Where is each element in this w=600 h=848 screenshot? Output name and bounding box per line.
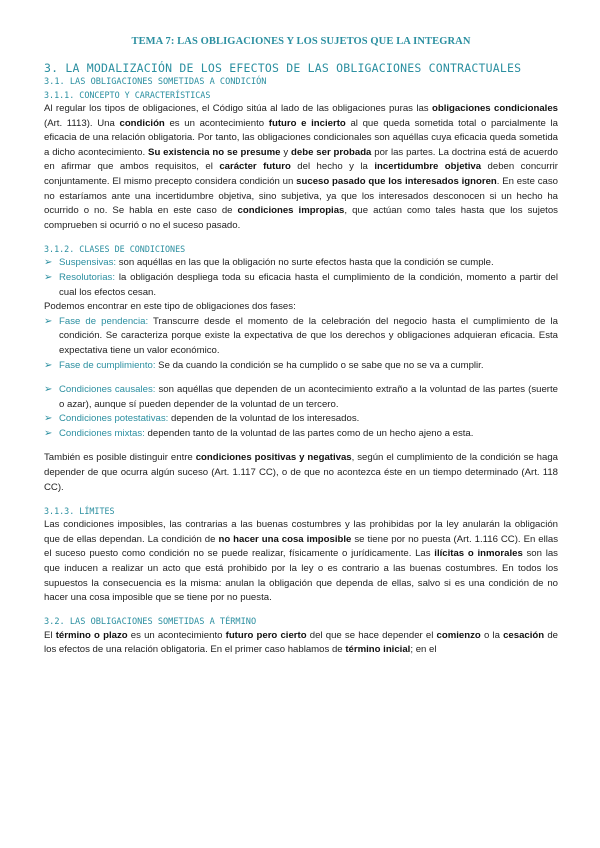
item-text: dependen de la voluntad de los interesados. bbox=[168, 413, 360, 425]
bold-term: cesación bbox=[503, 629, 545, 641]
bold-term: ilícitas o inmorales bbox=[434, 548, 523, 560]
bold-term: futuro pero cierto bbox=[225, 629, 307, 641]
concepto-paragraph bbox=[44, 102, 558, 233]
text-run: se tiene por no puesta (Art. 1.116 CC). En ellas el suceso puesto como condición no se puede realizar, físicamente o jurídicamente. Las bbox=[44, 533, 559, 560]
list-item bbox=[44, 383, 558, 412]
section-3-1-3-heading: 3.1.3. LÍMITES bbox=[44, 506, 115, 517]
item-text: Transcurre desde el momento de la celebración del negocio hasta el cumplimiento de la condición. Se caracteriza porque existe la expectativa de que los derechos y obligaciones adquieran eficacia. Esta expectativa tiene un valor económico. bbox=[59, 315, 558, 356]
bold-term: término inicial bbox=[345, 644, 411, 656]
text-run: (Art. 1113). Una bbox=[44, 117, 120, 129]
text-run: y bbox=[280, 146, 292, 158]
document-title: TEMA 7: LAS OBLIGACIONES Y LOS SUJETOS QUE LA INTEGRAN bbox=[131, 36, 471, 47]
item-text: Se da cuando la condición se ha cumplido o se sabe que no se va a cumplir. bbox=[155, 359, 484, 371]
fases-list bbox=[44, 315, 558, 373]
text-run: ; en el bbox=[410, 644, 437, 656]
tipos-list bbox=[44, 383, 558, 441]
list-item bbox=[44, 271, 558, 300]
arrow-bullet-icon: ➢ bbox=[44, 384, 53, 396]
text-run: También es posible distinguir entre bbox=[44, 452, 196, 464]
distinguir-paragraph bbox=[44, 451, 558, 495]
item-label: Condiciones causales: bbox=[59, 384, 156, 396]
text-run: . En este caso no estaríamos ante una incertidumbre objetiva, sino subjetiva, ya que los interesados desconocen si un hecho ha ocurrido o no. Se habla en este caso de bbox=[44, 175, 558, 217]
arrow-bullet-icon: ➢ bbox=[44, 271, 53, 283]
item-label: Fase de pendencia: bbox=[59, 315, 149, 327]
text-run: del hecho y la bbox=[290, 161, 375, 173]
termino-paragraph bbox=[44, 629, 558, 658]
text-run: son las que inducen a realizar un acto que está prohibido por la ley o es contrario a las buenas costumbres. En todos los supuestos la consecuencia es la misma: anulan la obligación que dependa de ellas, salvo si es una condición de no hacer una cosa imposible que se tiene por no puesta. bbox=[44, 548, 558, 604]
text-run: por las partes. La doctrina está de acuerdo en afirmar que ambos requisitos, el bbox=[44, 146, 558, 173]
item-label: Condiciones mixtas: bbox=[59, 427, 145, 439]
bold-term: suceso pasado que los interesados ignoren bbox=[296, 175, 497, 187]
bold-term: debe ser probada bbox=[291, 146, 372, 158]
text-run: , según el cumplimiento de la condición se haga depender de que ocurra algún suceso (Art. 1.117 CC), o de que no acontezca éste en un tiempo determinado (Art. 118 CC). bbox=[44, 452, 559, 493]
item-text: la obligación despliega toda su eficacia hasta el cumplimiento de la condición, momento a partir del cual los efectos cesan. bbox=[59, 271, 558, 298]
item-text: dependen tanto de la voluntad de las partes como de un hecho ajeno a esta. bbox=[144, 427, 474, 439]
bold-term: condición bbox=[119, 117, 165, 129]
text-run: Las condiciones imposibles, las contrarias a las buenas costumbres y las prohibidas por la ley anularán la obligación que de ellas dependan. La condición de bbox=[44, 519, 558, 545]
section-3-1-1-heading: 3.1.1. CONCEPTO Y CARACTERÍSTICAS bbox=[44, 90, 211, 100]
item-text: son aquéllas en las que la obligación no surte efectos hasta que la condición se cumple. bbox=[116, 257, 494, 269]
bold-term: no hacer una cosa imposible bbox=[218, 533, 352, 545]
arrow-bullet-icon: ➢ bbox=[44, 427, 53, 439]
arrow-bullet-icon: ➢ bbox=[44, 413, 53, 425]
text-run: de los efectos de una relación obligatoria. En el primer caso hablamos de bbox=[44, 629, 559, 656]
bold-term: obligaciones condicionales bbox=[432, 103, 558, 114]
text-run: al que queda sometida total o parcialmente la eficacia de una relación obligatoria. Por tanto, las obligaciones condicionales son aquéllas cuya eficacia queda sometida a dicho acontecimiento. bbox=[44, 117, 558, 158]
bold-term: incertidumbre objetiva bbox=[374, 161, 482, 173]
bold-term: término o plazo bbox=[55, 629, 128, 641]
list-item bbox=[44, 359, 558, 374]
list-item bbox=[44, 427, 558, 442]
bold-term: condiciones positivas y negativas bbox=[195, 452, 352, 464]
section-3-2-heading: 3.2. LAS OBLIGACIONES SOMETIDAS A TÉRMINO bbox=[44, 616, 257, 627]
list-item bbox=[44, 256, 558, 271]
item-label: Fase de cumplimiento: bbox=[59, 359, 156, 371]
text-run: Al regular los tipos de obligaciones, el Código sitúa al lado de las obligaciones puras las bbox=[44, 103, 432, 114]
item-text: son aquéllas que dependen de un acontecimiento extraño a la voluntad de las partes (suerte o azar), aunque sí pueden depender de la voluntad de un tercero. bbox=[59, 384, 559, 410]
text-run: , que actúan como tales hasta que los sujetos comprueben si ocurrió o no el suceso pasado. bbox=[44, 205, 558, 231]
list-item bbox=[44, 315, 558, 359]
arrow-bullet-icon: ➢ bbox=[44, 315, 53, 327]
item-label: Condiciones potestativas: bbox=[59, 413, 169, 425]
bold-term: comienzo bbox=[436, 629, 481, 641]
bold-term: condiciones impropias bbox=[237, 205, 345, 217]
bold-term: carácter futuro bbox=[219, 161, 291, 173]
clases-list bbox=[44, 256, 558, 300]
item-label: Suspensivas: bbox=[59, 257, 117, 269]
text-run: es un acontecimiento bbox=[164, 117, 269, 129]
bold-term: Su existencia no se presume bbox=[148, 146, 281, 158]
list-item bbox=[44, 412, 558, 427]
item-label: Resolutorias: bbox=[59, 271, 115, 283]
arrow-bullet-icon: ➢ bbox=[44, 257, 53, 269]
text-run: o la bbox=[480, 629, 504, 641]
section-3-heading: 3. LA MODALIZACIÓN DE LOS EFECTOS DE LAS OBLIGACIONES CONTRACTUALES bbox=[44, 61, 522, 75]
document-page bbox=[44, 36, 558, 658]
text-run: del que se hace depender el bbox=[306, 629, 437, 641]
arrow-bullet-icon: ➢ bbox=[44, 359, 53, 371]
text-run: es un acontecimiento bbox=[127, 629, 226, 641]
fases-intro: Podemos encontrar en este tipo de obligaciones dos fases: bbox=[44, 301, 296, 313]
text-run: El bbox=[44, 629, 56, 641]
section-3-1-2-heading: 3.1.2. CLASES DE CONDICIONES bbox=[44, 244, 186, 255]
limites-paragraph bbox=[44, 518, 558, 606]
bold-term: futuro e incierto bbox=[268, 117, 346, 129]
section-3-1-heading: 3.1. LAS OBLIGACIONES SOMETIDAS A CONDICIÓN bbox=[44, 77, 267, 87]
text-run: deben concurrir conjuntamente. El mismo precepto considera condición un bbox=[44, 161, 559, 187]
